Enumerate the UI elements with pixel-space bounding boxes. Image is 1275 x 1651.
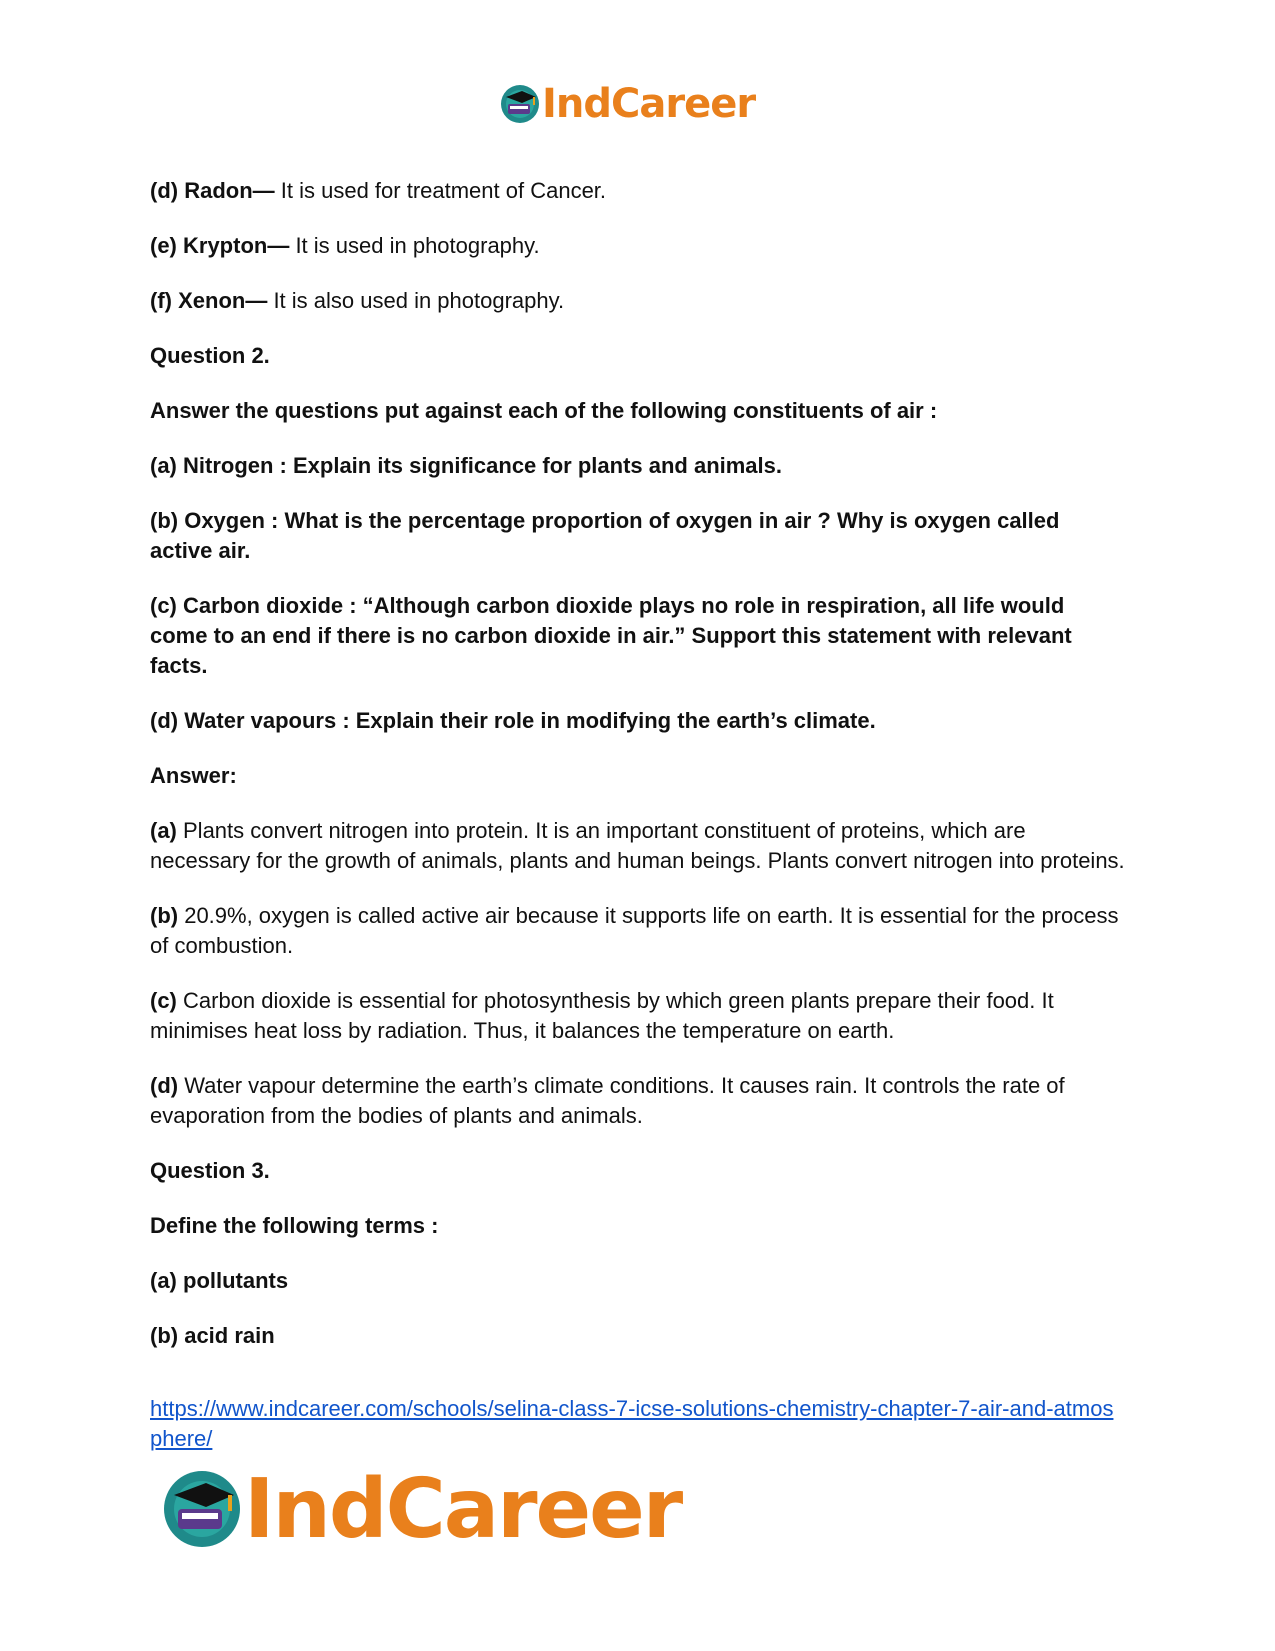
- graduation-cap-icon: [162, 1469, 242, 1549]
- logo-wordmark: IndCareer: [244, 1461, 682, 1557]
- item-xenon: (f) Xenon— It is also used in photography.: [150, 288, 565, 313]
- question-2-part-d: (d) Water vapours : Explain their role in modifying the earth’s climate.: [150, 708, 876, 733]
- answer-c: (c) Carbon dioxide is essential for photosynthesis by which green plants prepare their food. It minimises heat loss by radiation. Thus, it balances the temperature on earth.: [150, 988, 1054, 1043]
- footer-logo: [162, 1461, 682, 1557]
- question-2-part-a: (a) Nitrogen : Explain its significance for plants and animals.: [150, 453, 783, 478]
- question-3-part-b: (b) acid rain: [150, 1323, 275, 1348]
- document-body: [150, 176, 1125, 1376]
- answer-a: (a) Plants convert nitrogen into protein. It is an important constituent of proteins, which are necessary for the growth of animals, plants and human beings. Plants convert nitrogen into proteins.: [150, 818, 1125, 873]
- answer-label: Answer:: [150, 763, 237, 788]
- question-3-prompt: Define the following terms :: [150, 1213, 439, 1238]
- question-3-part-a: (a) pollutants: [150, 1268, 289, 1293]
- answer-d: (d) Water vapour determine the earth’s climate conditions. It causes rain. It controls the rate of evaporation from the bodies of plants and animals.: [150, 1073, 1065, 1128]
- header-logo: [500, 82, 755, 126]
- question-2-part-b: (b) Oxygen : What is the percentage proportion of oxygen in air ? Why is oxygen called active air.: [150, 508, 1060, 563]
- item-radon: (d) Radon— It is used for treatment of Cancer.: [150, 178, 607, 203]
- logo-wordmark: IndCareer: [542, 81, 756, 127]
- item-krypton: (e) Krypton— It is used in photography.: [150, 233, 540, 258]
- question-3-heading: Question 3.: [150, 1158, 270, 1183]
- answer-b: (b) 20.9%, oxygen is called active air because it supports life on earth. It is essential for the process of combustion.: [150, 903, 1119, 958]
- question-2-part-c: (c) Carbon dioxide : “Although carbon dioxide plays no role in respiration, all life would come to an end if there is no carbon dioxide in air.” Support this statement with relevant facts.: [150, 593, 1072, 678]
- source-url-link[interactable]: https://www.indcareer.com/schools/selina-class-7-icse-solutions-chemistry-chapter-7-air-and-atmosphere/: [150, 1396, 1114, 1451]
- question-2-heading: Question 2.: [150, 343, 270, 368]
- graduation-cap-icon: [500, 84, 540, 124]
- question-2-prompt: Answer the questions put against each of the following constituents of air :: [150, 398, 938, 423]
